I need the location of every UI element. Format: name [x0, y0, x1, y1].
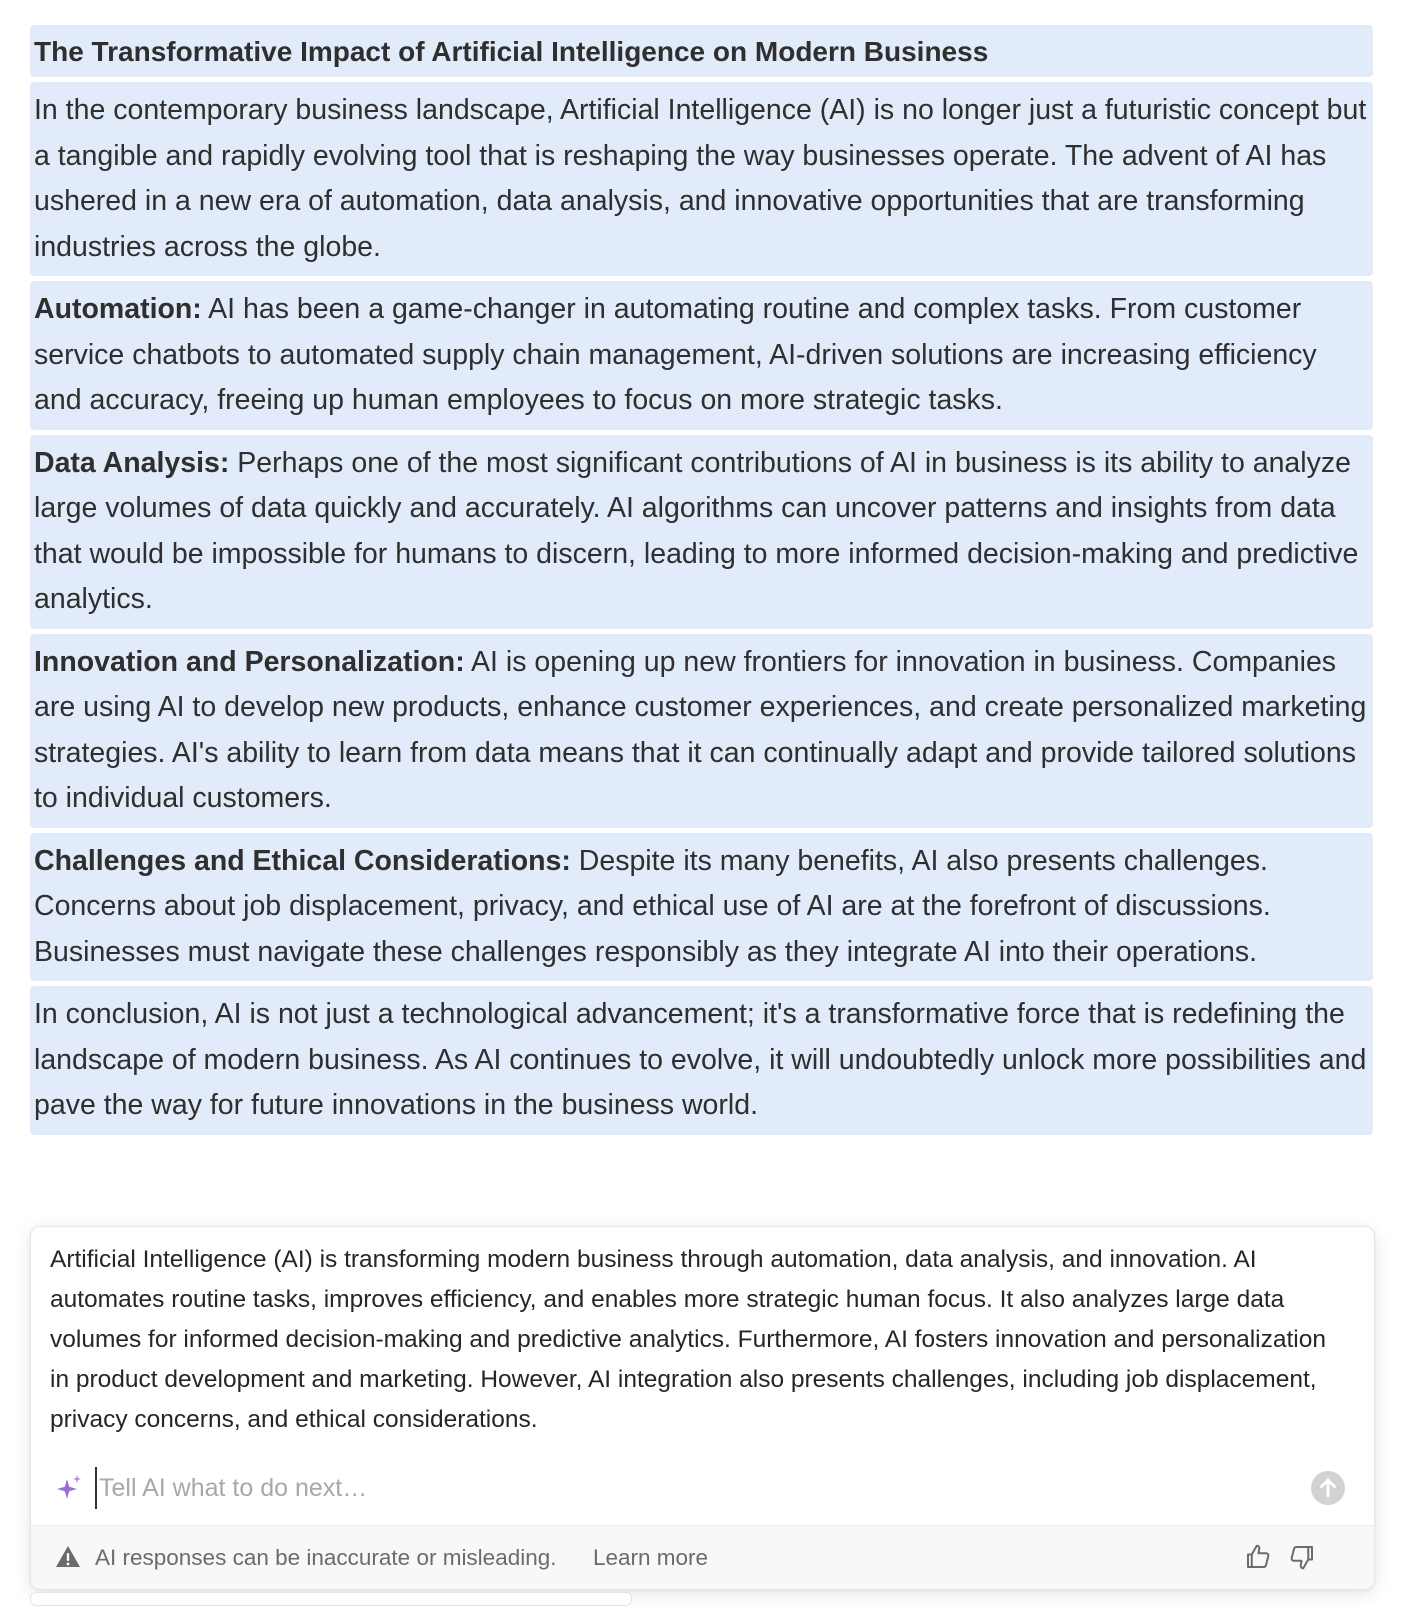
- ai-panel-footer: [31, 1525, 1374, 1590]
- section-text: AI is opening up new frontiers for innovation in business. Companies are using AI to develop new products, enhance customer experiences, and create personalized marketing strategies. AI's ability to learn from data means that it can continually adapt and provide tailored solutions to individual customers.: [34, 645, 1367, 814]
- section-data-analysis[interactable]: [30, 435, 1373, 629]
- thumbs-up-icon[interactable]: [1243, 1542, 1273, 1572]
- section-automation[interactable]: [30, 281, 1373, 430]
- ai-prompt-row: [31, 1461, 1374, 1517]
- conclusion-paragraph[interactable]: In conclusion, AI is not just a technological advancement; it's a transformative force that is redefining the landscape of modern business. As AI continues to evolve, it will undoubtedly unlock more possibilities and pave the way for future innovations in the business world.: [30, 986, 1373, 1135]
- section-text: AI has been a game-changer in automating routine and complex tasks. From customer service chatbots to automated supply chain management, AI-driven solutions are increasing efficiency and accuracy, freeing up human employees to focus on more strategic tasks.: [34, 293, 1317, 416]
- arrow-up-icon: [1311, 1471, 1345, 1505]
- document-title[interactable]: The Transformative Impact of Artificial Intelligence on Modern Business: [30, 25, 1373, 77]
- thumbs-down-icon[interactable]: [1287, 1542, 1317, 1572]
- sparkle-icon: [53, 1473, 83, 1503]
- learn-more-link[interactable]: Learn more: [593, 1545, 709, 1570]
- ai-assistant-panel: [30, 1226, 1375, 1590]
- section-text: Perhaps one of the most significant contributions of AI in business is its ability to analyze large volumes of data quickly and accurately. AI algorithms can uncover patterns and insights from data that would be impossible for humans to discern, leading to more informed decision-making and predictive analytics.: [34, 446, 1359, 615]
- section-text: Despite its many benefits, AI also presents challenges. Concerns about job displacement, privacy, and ethical use of AI are at the forefront of discussions. Businesses must navigate these challenges responsibly as they integrate AI into their operations.: [34, 844, 1271, 968]
- disclaimer-text: AI responses can be inaccurate or misleading.: [95, 1545, 557, 1570]
- section-innovation[interactable]: [30, 634, 1373, 828]
- warning-icon: [55, 1544, 81, 1570]
- section-heading: Automation:: [34, 293, 202, 325]
- bottom-panel-edge: [30, 1592, 632, 1606]
- section-heading: Data Analysis:: [34, 446, 230, 479]
- section-heading: Challenges and Ethical Considerations:: [34, 844, 571, 877]
- send-button[interactable]: [1311, 1471, 1345, 1505]
- ai-prompt-input[interactable]: [95, 1467, 1279, 1509]
- ai-response-text: Artificial Intelligence (AI) is transforming modern business through automation, data analysis, and innovation. AI automates routine tasks, improves efficiency, and enables more strategic human focus. It also analyzes large data volumes for informed decision-making and predictive analytics. Furthermore, AI fosters innovation and personalization in product development and marketing. However, AI integration also presents challenges, including job displacement, privacy concerns, and ethical considerations.: [50, 1246, 1326, 1433]
- section-challenges[interactable]: [30, 833, 1373, 982]
- intro-paragraph[interactable]: In the contemporary business landscape, Artificial Intelligence (AI) is no longer just a futuristic concept but a tangible and rapidly evolving tool that is reshaping the way businesses operate. The advent of AI has ushered in a new era of automation, data analysis, and innovative opportunities that are transforming industries across the globe.: [30, 82, 1373, 276]
- document-content: [30, 25, 1373, 1140]
- section-heading: Innovation and Personalization:: [34, 645, 465, 678]
